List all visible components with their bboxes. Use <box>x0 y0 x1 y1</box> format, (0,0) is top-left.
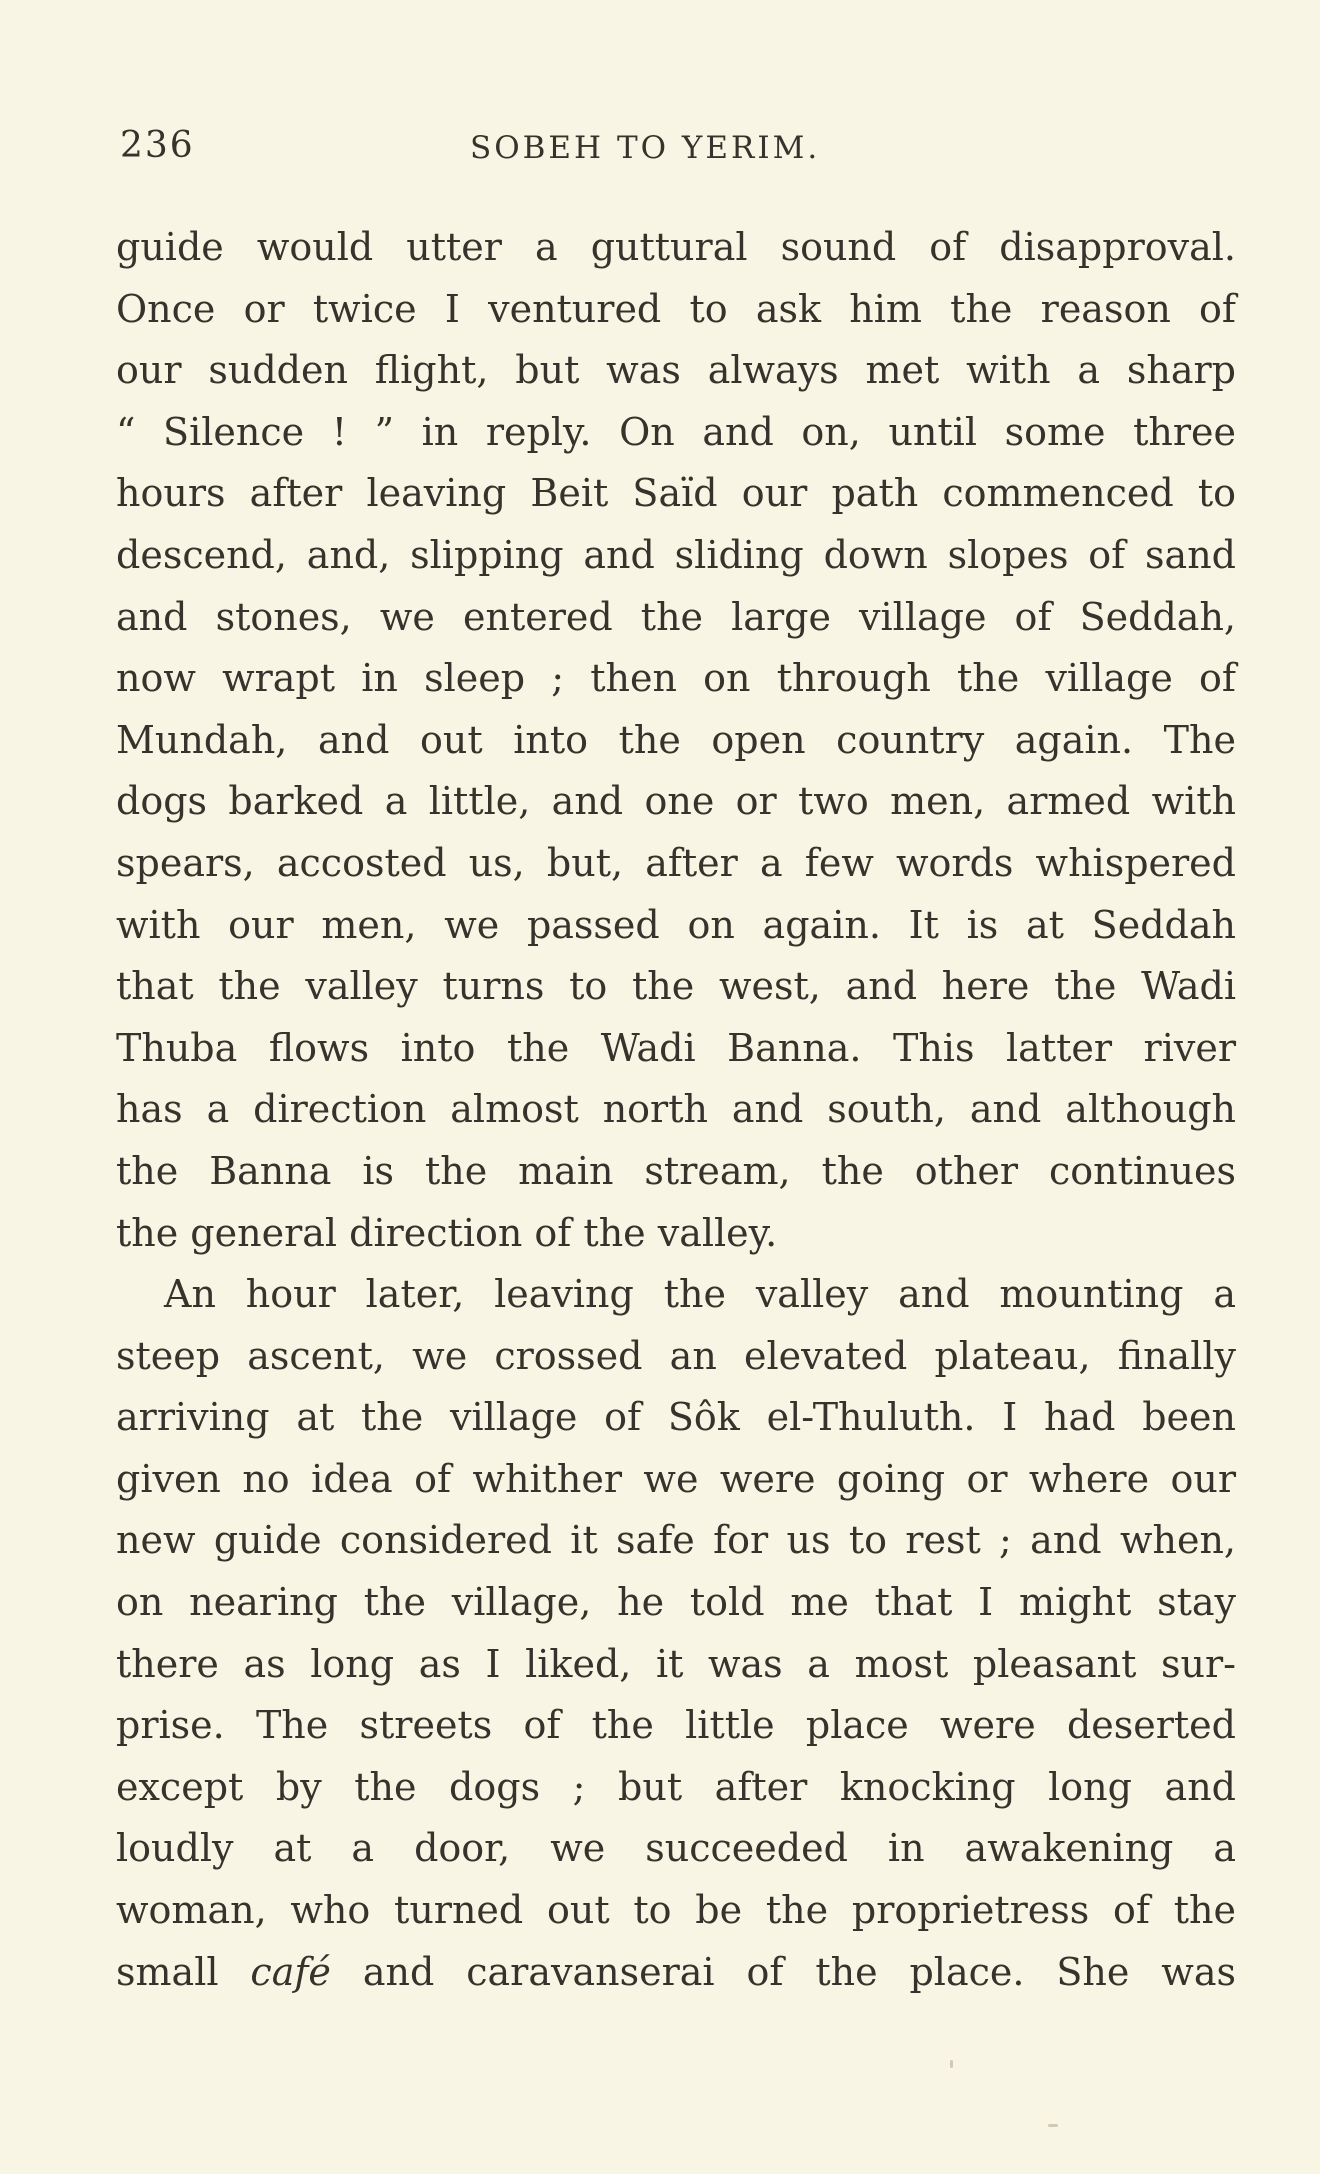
text-line: there as long as I liked, it was a most pleasant sur- <box>116 1641 1236 1686</box>
text-line: now wrapt in sleep ; then on through the village of <box>116 656 1236 701</box>
paragraph-start-line: An hour later, leaving the valley and mounting a <box>164 1272 1236 1317</box>
running-head: SOBEH TO YERIM. <box>470 130 821 166</box>
paper-speck <box>950 2060 953 2068</box>
final-text-line <box>116 1942 1236 2004</box>
text-line: arriving at the village of Sôk el-Thuluth. I had been <box>116 1395 1236 1440</box>
text-line: woman, who turned out to be the proprietress of the <box>116 1888 1236 1933</box>
text-line: our sudden flight, but was always met with a sharp <box>116 348 1236 393</box>
text-line: given no idea of whither we were going or where our <box>116 1456 1236 1501</box>
paper-speck <box>1048 2124 1058 2127</box>
final-line-end: and caravanserai of the place. She was <box>330 1949 1236 1994</box>
text-line: that the valley turns to the west, and here the Wadi <box>116 964 1236 1009</box>
text-line: the Banna is the main stream, the other continues <box>116 1148 1236 1193</box>
page-number: 236 <box>120 125 195 166</box>
text-line: with our men, we passed on again. It is at Seddah <box>116 902 1236 947</box>
text-line: on nearing the village, he told me that I might stay <box>116 1580 1236 1625</box>
page-header <box>120 118 1233 178</box>
text-line: Thuba flows into the Wadi Banna. This latter river <box>116 1025 1236 1070</box>
text-line: dogs barked a little, and one or two men, armed with <box>116 779 1236 824</box>
text-line: prise. The streets of the little place were deserted <box>116 1703 1236 1748</box>
text-line: spears, accosted us, but, after a few words whispered <box>116 840 1236 885</box>
text-line: Mundah, and out into the open country again. The <box>116 717 1236 762</box>
text-line: loudly at a door, we succeeded in awakening a <box>116 1826 1236 1871</box>
text-line: Once or twice I ventured to ask him the reason of <box>116 286 1236 331</box>
text-line: and stones, we entered the large village of Seddah, <box>116 594 1236 639</box>
final-line-start: small <box>116 1949 251 1994</box>
text-line: guide would utter a guttural sound of disapproval. <box>116 225 1236 269</box>
text-line: steep ascent, we crossed an elevated plateau, finally <box>116 1333 1236 1378</box>
text-line: has a direction almost north and south, and although <box>116 1087 1236 1132</box>
text-line: “ Silence ! ” in reply. On and on, until some three <box>116 409 1236 454</box>
text-line: hours after leaving Beit Saïd our path commenced to <box>116 471 1236 516</box>
body-text <box>116 217 1236 2003</box>
text-line: new guide considered it safe for us to rest ; and when, <box>116 1518 1236 1563</box>
paragraph-end-line: the general direction of the valley. <box>116 1210 778 1255</box>
italic-word: café <box>250 1949 331 1994</box>
text-line: descend, and, slipping and sliding down slopes of sand <box>116 532 1236 577</box>
text-line: except by the dogs ; but after knocking long and <box>116 1764 1236 1809</box>
